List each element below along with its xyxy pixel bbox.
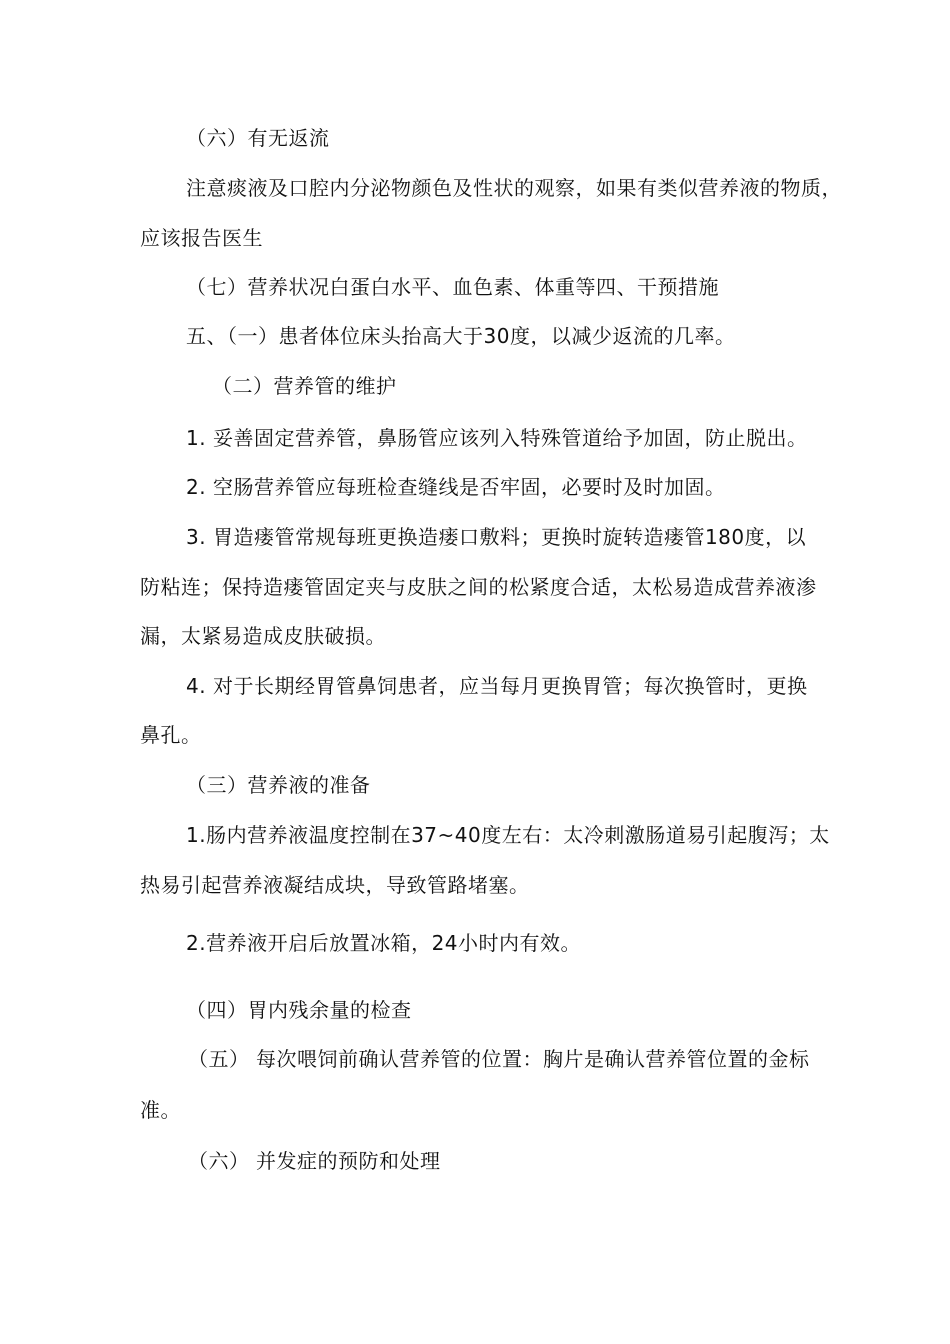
list-item-4: 4. 对于长期经胃管鼻饲患者，应当每月更换胃管；每次换管时，更换 [186,674,808,698]
section-five-label: （五） [188,1047,250,1071]
paragraph-observe-sputum: 注意痰液及口腔内分泌物颜色及性状的观察，如果有类似营养液的物质， [186,176,842,200]
paragraph-observe-sputum-cont: 应该报告医生 [140,226,263,250]
list-item-3-cont-1: 防粘连；保持造瘘管固定夹与皮肤之间的松紧度合适，太松易造成营养液渗 [140,575,817,599]
list-item-2: 2. 空肠营养管应每班检查缝线是否牢固，必要时及时加固。 [186,475,726,499]
section-six-text: 并发症的预防和处理 [256,1149,441,1173]
heading-nutrition-status: （七）营养状况白蛋白水平、血色素、体重等四、干预措施 [186,275,719,299]
heading-reflux: （六）有无返流 [186,126,330,150]
list-item-1: 1. 妥善固定营养管，鼻肠管应该列入特殊管道给予加固，防止脱出。 [186,426,808,450]
prep-item-1: 1.肠内营养液温度控制在37~40度左右：太冷刺激肠道易引起腹泻；太 [186,823,830,847]
paragraph-body-position: 五、（一）患者体位床头抬高大于30度，以减少返流的几率。 [186,324,736,348]
section-five-cont: 准。 [140,1098,181,1122]
section-five-text: 每次喂饲前确认营养管的位置：胸片是确认营养管位置的金标 [256,1047,810,1071]
list-item-3-cont-2: 漏，太紧易造成皮肤破损。 [140,624,386,648]
heading-tube-maintenance: （二）营养管的维护 [212,374,397,398]
list-item-4-cont: 鼻孔。 [140,723,202,747]
list-item-3: 3. 胃造瘘管常规每班更换造瘘口敷料；更换时旋转造瘘管180度，以 [186,525,807,549]
prep-item-2: 2.营养液开启后放置冰箱，24小时内有效。 [186,931,582,955]
section-six-label: （六） [188,1149,250,1173]
heading-solution-prep: （三）营养液的准备 [186,773,371,797]
heading-residual-check: （四）胃内残余量的检查 [186,998,412,1022]
prep-item-1-cont: 热易引起营养液凝结成块，导致管路堵塞。 [140,873,530,897]
